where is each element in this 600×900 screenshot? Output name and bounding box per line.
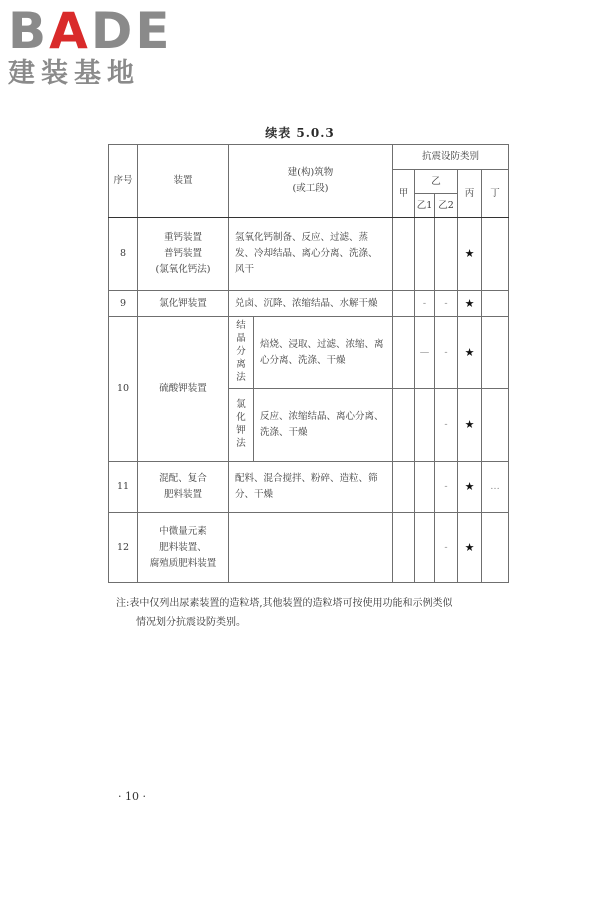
logo-letter-b: B bbox=[8, 2, 50, 60]
table-row bbox=[109, 462, 509, 513]
logo bbox=[8, 2, 173, 90]
row12-device-line: 肥料装置、 bbox=[159, 541, 207, 553]
header-device: 装置 bbox=[138, 145, 229, 218]
row10-method2-label: 氯化钾法 bbox=[236, 399, 246, 449]
row10-ding1 bbox=[482, 317, 509, 389]
row12-ding bbox=[482, 513, 509, 583]
row11-yi2: - bbox=[435, 462, 458, 513]
table-row bbox=[109, 218, 509, 291]
table-title: 续表 5.0.3 bbox=[265, 126, 335, 140]
row8-device-line: (氯氧化钙法) bbox=[155, 264, 211, 275]
row9-yi1: - bbox=[415, 291, 435, 317]
note-line2: 情况划分抗震设防类别。 bbox=[136, 617, 246, 628]
row8-device-line: 普钙装置 bbox=[163, 248, 202, 259]
row10-method1-label: 结晶分离法 bbox=[236, 320, 246, 383]
header-building-sub: (或工段) bbox=[292, 183, 329, 194]
row10-no: 10 bbox=[109, 317, 138, 462]
row8-building: 氢氧化钙制备、反应、过滤、蒸发、冷却结晶、离心分离、洗涤、风干 bbox=[229, 218, 393, 291]
row11-device-line: 混配、复合 bbox=[159, 473, 207, 484]
row10-yi1-1: — bbox=[415, 317, 435, 389]
row11-device-line: 肥料装置 bbox=[163, 489, 202, 500]
row12-jia bbox=[393, 513, 415, 583]
row8-ding bbox=[482, 218, 509, 291]
row12-device-line: 腐殖质肥料装置 bbox=[149, 557, 217, 569]
row10-ding2 bbox=[482, 389, 509, 462]
row8-device bbox=[138, 218, 229, 291]
row11-building: 配料、混合搅拌、粉碎、造粒、筛分、干燥 bbox=[229, 462, 393, 513]
row12-building bbox=[229, 513, 393, 583]
row10-bing1: ★ bbox=[458, 317, 482, 389]
row11-bing: ★ bbox=[458, 462, 482, 513]
row10-yi1-2 bbox=[415, 389, 435, 462]
row11-device bbox=[138, 462, 229, 513]
logo-bade bbox=[8, 2, 173, 60]
classification-table bbox=[108, 144, 509, 583]
page-number: · 10 · bbox=[118, 790, 146, 803]
row10-method2 bbox=[229, 389, 254, 462]
note-line1: 注:表中仅列出尿素装置的造粒塔,其他装置的造粒塔可按使用功能和示例类似 bbox=[116, 598, 453, 609]
row10-yi2-2: - bbox=[435, 389, 458, 462]
row8-yi2 bbox=[435, 218, 458, 291]
row10-device: 硫酸钾装置 bbox=[138, 317, 229, 462]
row8-jia bbox=[393, 218, 415, 291]
row10-yi2-1: - bbox=[435, 317, 458, 389]
row9-bing: ★ bbox=[458, 291, 482, 317]
row10-jia2 bbox=[393, 389, 415, 462]
row11-no: 11 bbox=[109, 462, 138, 513]
header-yi1: 乙1 bbox=[415, 194, 435, 218]
row9-yi2: - bbox=[435, 291, 458, 317]
logo-subtitle: 建装基地 bbox=[8, 58, 140, 89]
row11-ding: … bbox=[482, 462, 509, 513]
header-building-label: 建(构)筑物 bbox=[287, 167, 334, 178]
row8-no: 8 bbox=[109, 218, 138, 291]
header-seq: 序号 bbox=[109, 145, 138, 218]
row9-building: 兑卤、沉降、浓缩结晶、水解干燥 bbox=[229, 291, 393, 317]
row10-bing2: ★ bbox=[458, 389, 482, 462]
row9-ding bbox=[482, 291, 509, 317]
header-building bbox=[229, 145, 393, 218]
row11-yi1 bbox=[415, 462, 435, 513]
row12-device bbox=[138, 513, 229, 583]
row8-bing: ★ bbox=[458, 218, 482, 291]
header-yi2: 乙2 bbox=[435, 194, 458, 218]
header-ding: 丁 bbox=[482, 170, 509, 218]
row10-method1 bbox=[229, 317, 254, 389]
header-jia: 甲 bbox=[393, 170, 415, 218]
table-note bbox=[116, 594, 516, 632]
logo-letter-a: A bbox=[49, 2, 91, 60]
row12-device-line: 中微量元素 bbox=[159, 525, 207, 537]
row8-device-line: 重钙装置 bbox=[163, 232, 202, 243]
header-category-group: 抗震设防类别 bbox=[393, 145, 509, 170]
row9-no: 9 bbox=[109, 291, 138, 317]
table-row bbox=[109, 291, 509, 317]
row12-yi1 bbox=[415, 513, 435, 583]
row9-jia bbox=[393, 291, 415, 317]
row12-no: 12 bbox=[109, 513, 138, 583]
row10-building2: 反应、浓缩结晶、离心分离、洗涤、干燥 bbox=[254, 389, 393, 462]
table-row bbox=[109, 513, 509, 583]
row10-building1: 焙烧、浸取、过滤、浓缩、离心分离、洗涤、干燥 bbox=[254, 317, 393, 389]
row10-jia1 bbox=[393, 317, 415, 389]
row9-device: 氯化钾装置 bbox=[138, 291, 229, 317]
row11-jia bbox=[393, 462, 415, 513]
row8-yi1 bbox=[415, 218, 435, 291]
row12-bing: ★ bbox=[458, 513, 482, 583]
logo-letters-de: DE bbox=[90, 2, 173, 60]
row12-yi2: - bbox=[435, 513, 458, 583]
table-row bbox=[109, 317, 509, 389]
header-yi: 乙 bbox=[415, 170, 458, 194]
header-bing: 丙 bbox=[458, 170, 482, 218]
